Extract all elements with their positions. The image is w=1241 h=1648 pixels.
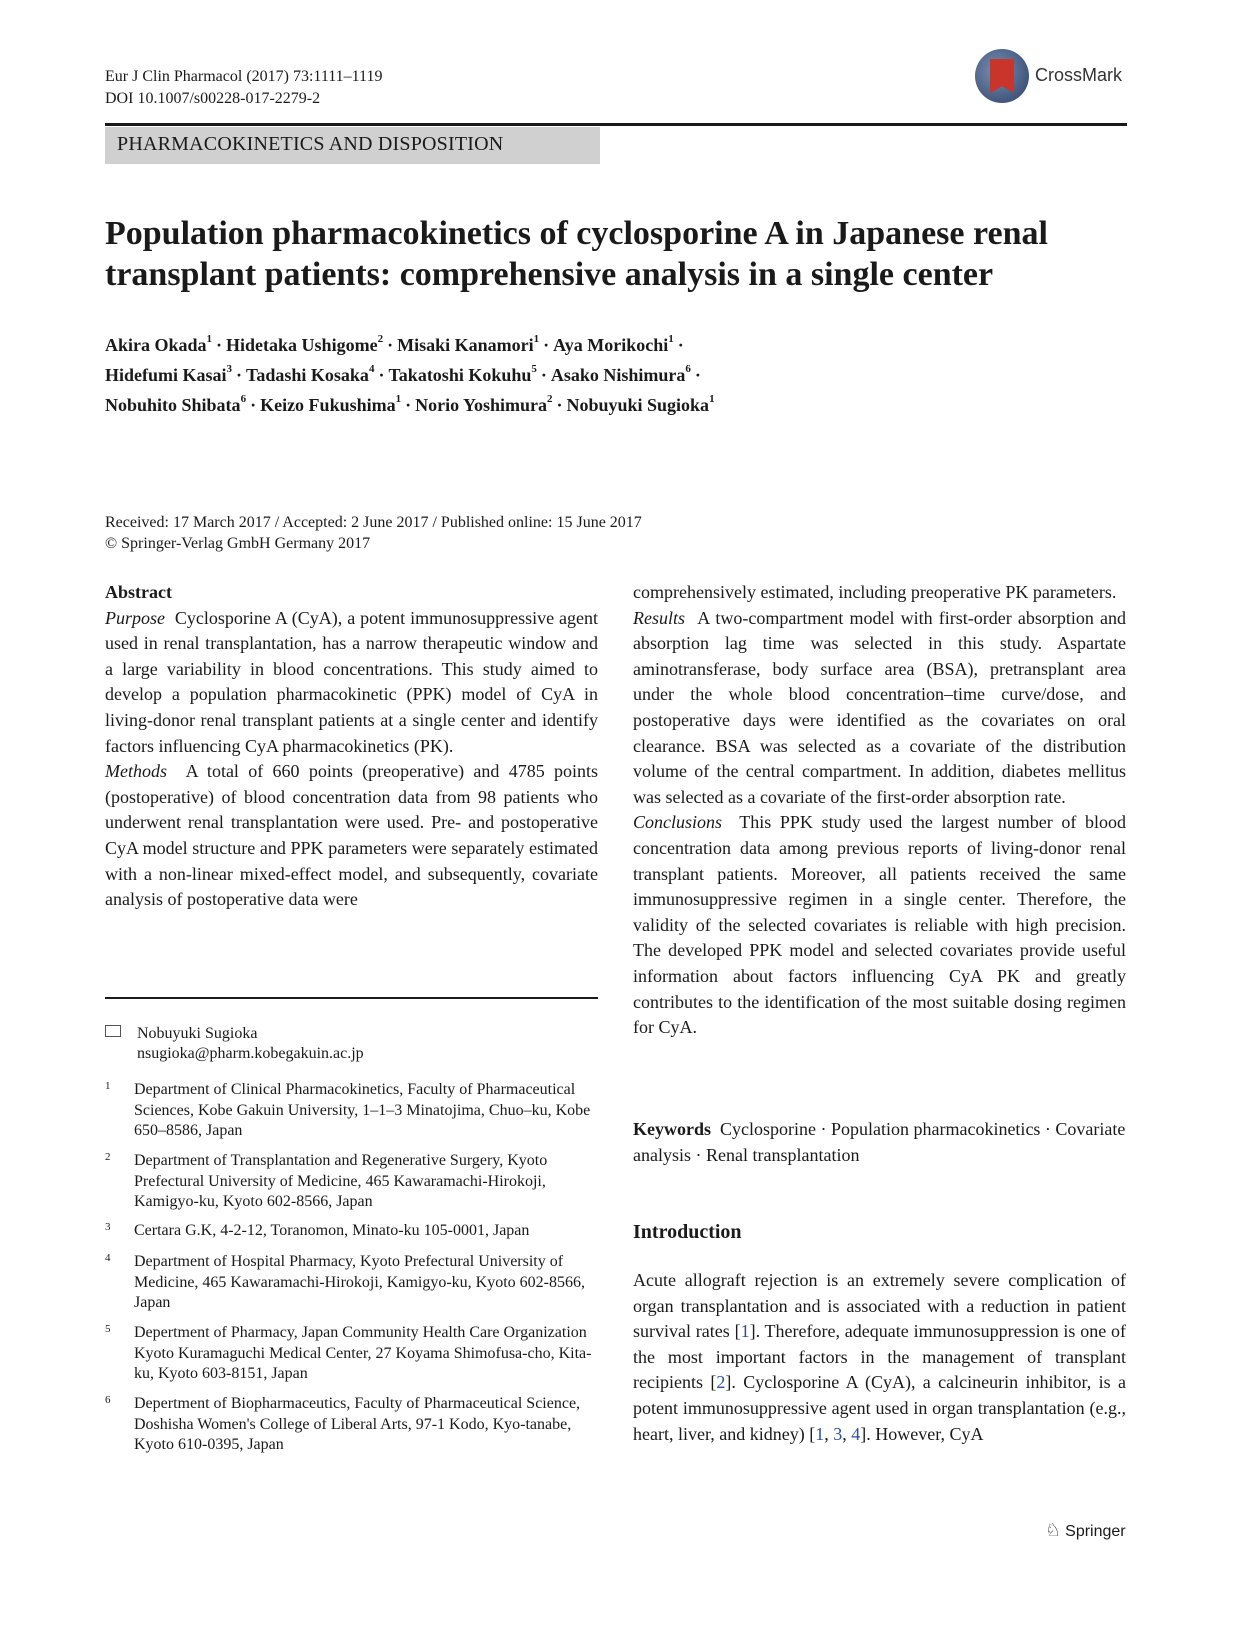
citation-link[interactable]: 1 bbox=[740, 1321, 750, 1342]
abstract-methods: Methods A total of 660 points (preoperative) and 4785 points (postoperative) of blood concentration data from 98 patients who underwent renal transplantation were used. Pre- and postoperative CyA model structure and PPK parameters were separately estimated with a non-linear mixed-effect model, and subsequently, covariate analysis of postoperative data were bbox=[105, 761, 599, 910]
author[interactable]: Takatoshi Kokuhu$^5$ bbox=[388, 363, 537, 385]
author-line: Hidefumi Kasai$^3$ · Tadashi Kosaka$^4$ · Takatoshi Kokuhu$^5$ · Asako Nishimura$^6$ · bbox=[105, 363, 701, 385]
citation-link[interactable]: 2 bbox=[716, 1372, 726, 1393]
author[interactable]: Tadashi Kosaka$^4$ bbox=[246, 363, 375, 385]
article-title bbox=[105, 213, 1135, 295]
springer-horse-icon: ♘ bbox=[1045, 1520, 1062, 1540]
doi: DOI 10.1007/s00228-017-2279-2 bbox=[105, 90, 321, 107]
author[interactable]: Norio Yoshimura$^2$ bbox=[415, 393, 553, 415]
author[interactable]: Nobuyuki Sugioka$^1$ bbox=[566, 393, 715, 415]
section-label: PHARMACOKINETICS AND DISPOSITION bbox=[117, 133, 504, 155]
abstract-right-column bbox=[633, 580, 1126, 1041]
author[interactable]: Asako Nishimura$^6$ bbox=[550, 363, 691, 385]
title-line: Population pharmacokinetics of cyclosporine A in Japanese renal bbox=[105, 215, 1048, 252]
introduction-heading: Introduction bbox=[633, 1221, 742, 1243]
methods-label: Methods bbox=[105, 761, 167, 782]
abstract-conclusions: Conclusions This PPK study used the largest number of blood concentration data among previous reports of living-donor renal transplant patients. Moreover, all patients received the same immunosuppressive regimen in a single center. Therefore, the validity of the selected covariates is reliable with high precision. The developed PPK model and selected covariates provide useful information about factors influencing CyA PK and greatly contributes to the identification of the most suitable dosing regimen for CyA. bbox=[633, 812, 1126, 1038]
keywords-text: Cyclosporine · Population pharmacokinetics · Covariate analysis · Renal transplantation bbox=[633, 1119, 1126, 1165]
publisher-name: Springer bbox=[1065, 1523, 1126, 1540]
publisher-logo bbox=[1045, 1520, 1126, 1541]
author[interactable]: Hidetaka Ushigome$^2$ bbox=[226, 333, 384, 355]
abstract-methods-continued: comprehensively estimated, including preoperative PK parameters. bbox=[633, 582, 1117, 602]
results-label: Results bbox=[633, 607, 685, 628]
conclusions-label: Conclusions bbox=[633, 812, 723, 833]
author[interactable]: Misaki Kanamori$^1$ bbox=[397, 333, 540, 355]
crossmark-badge[interactable] bbox=[975, 49, 1127, 107]
publication-dates: Received: 17 March 2017 / Accepted: 2 June 2017 / Published online: 15 June 2017 bbox=[105, 514, 642, 531]
keywords-label: Keywords bbox=[633, 1119, 711, 1139]
copyright: © Springer-Verlag GmbH Germany 2017 bbox=[105, 535, 371, 552]
journal-citation: Eur J Clin Pharmacol (2017) 73:1111–1119 bbox=[105, 68, 383, 85]
citation-link[interactable]: 1 bbox=[815, 1423, 825, 1444]
header-rule bbox=[105, 123, 1127, 126]
citation-link[interactable]: 4 bbox=[851, 1423, 861, 1444]
author-line: Nobuhito Shibata$^6$ · Keizo Fukushima$^1$ · Norio Yoshimura$^2$ · Nobuyuki Sugioka$^1$ bbox=[105, 393, 715, 415]
author[interactable]: Nobuhito Shibata$^6$ bbox=[105, 393, 247, 415]
author[interactable]: Keizo Fukushima$^1$ bbox=[260, 393, 402, 415]
crossmark-label: CrossMark bbox=[1035, 65, 1123, 85]
keywords bbox=[633, 1117, 1126, 1168]
abstract-heading: Abstract bbox=[105, 582, 172, 602]
author[interactable]: Hidefumi Kasai$^3$ bbox=[105, 363, 233, 385]
email-link[interactable]: nsugioka@pharm.kobegakuin.ac.jp bbox=[137, 1045, 364, 1062]
section-banner bbox=[105, 127, 600, 164]
citation-link[interactable]: 3 bbox=[833, 1423, 843, 1444]
abstract-left-column bbox=[105, 580, 598, 913]
introduction-text: Acute allograft rejection is an extremely severe complication of organ transplantation and is associated with a reduction in patient survival rates [1]. Therefore, adequate immunosuppression is one of the most important factors in the management of transplant recipients [2]. Cyclosporine A (CyA), a calcineurin inhibitor, is a potent immunosuppressive agent used in organ transplantation (e.g., heart, liver, and kidney) [1, 3, 4]. However, CyA bbox=[633, 1270, 1127, 1444]
purpose-label: Purpose bbox=[105, 607, 165, 628]
envelope-icon bbox=[105, 1025, 121, 1037]
corresponding-author: Nobuyuki Sugioka bbox=[137, 1025, 258, 1042]
title-line: transplant patients: comprehensive analysis in a single center bbox=[105, 256, 994, 293]
author[interactable]: Aya Morikochi$^1$ bbox=[553, 333, 674, 355]
abstract-purpose: Purpose Cyclosporine A (CyA), a potent immunosuppressive agent used in renal transplantation, has a narrow therapeutic window and a large variability in blood concentrations. This study aimed to develop a population pharmacokinetic (PPK) model of CyA in living-donor renal transplant patients at a single center and identify factors influencing CyA pharmacokinetics (PK). bbox=[105, 607, 598, 756]
correspondence bbox=[105, 1024, 364, 1062]
author-list bbox=[105, 328, 905, 418]
author-line: Akira Okada$^1$ · Hidetaka Ushigome$^2$ · Misaki Kanamori$^1$ · Aya Morikochi$^1$ · bbox=[105, 333, 684, 355]
footnote-rule bbox=[105, 997, 598, 999]
author[interactable]: Akira Okada$^1$ bbox=[105, 333, 213, 355]
abstract-results: Results A two-compartment model with first-order absorption and absorption lag time was selected in this study. Aspartate aminotransferase, body surface area (BSA), pretransplant area under the whole blood concentration–time curve/dose, and postoperative days were identified as the covariates on oral clearance. BSA was selected as a covariate of the distribution volume of the central compartment. In addition, diabetes mellitus was selected as a covariate of the first-order absorption rate. bbox=[633, 607, 1127, 807]
